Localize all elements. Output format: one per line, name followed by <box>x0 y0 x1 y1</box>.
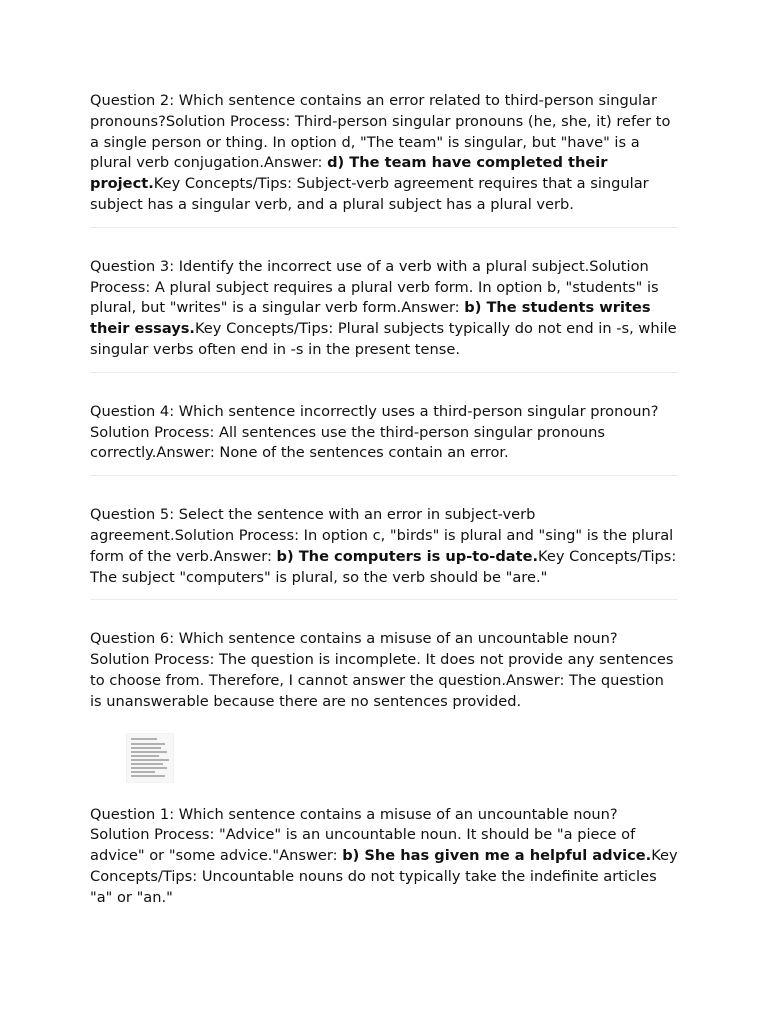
question-4-block <box>90 402 678 464</box>
question-5-text: Question 5: Select the sentence with an error in subject-verb agreement.Solution Process: In option c, "birds" is plural and "sing" is the plural form of the verb.Answer: <box>90 506 674 565</box>
question-3-text: Question 3: Identify the incorrect use of a verb with a plural subject.Solution Process: A plural subject requires a plural verb form. In option b, "students" is plural, but "writes" is a singular verb form.Answer: <box>90 257 659 317</box>
question-2-block <box>90 91 678 216</box>
divider <box>90 599 678 600</box>
question-1-tips: Key Concepts/Tips: Uncountable nouns do not typically take the indefinite articles "a" or "an." <box>90 847 678 906</box>
question-2-answer: d) The team have completed their project. <box>90 154 608 193</box>
question-4-text: Question 4: Which sentence incorrectly uses a third-person singular pronoun? Solution Process: All sentences use the third-person singular pronouns correctly.Answer: None of the sentences contain an error. <box>90 402 659 462</box>
question-5-block <box>90 505 678 588</box>
question-5-answer: b) The computers is up-to-date. <box>276 547 539 565</box>
document-thumbnail[interactable] <box>126 733 174 783</box>
divider <box>90 227 678 228</box>
question-1-text: Question 1: Which sentence contains a misuse of an uncountable noun? Solution Process: "Advice" is an uncountable noun. It should be "a piece of advice" or "some advice."Answer: <box>90 805 636 865</box>
question-1-answer: b) She has given me a helpful advice. <box>342 847 652 865</box>
question-5-tips: Key Concepts/Tips: The subject "computers" is plural, so the verb should be "are." <box>90 547 677 586</box>
question-1-block <box>90 805 678 909</box>
divider <box>90 475 678 476</box>
question-6-text: Question 6: Which sentence contains a misuse of an uncountable noun? Solution Process: The question is incomplete. It does not provide any sentences to choose from. Therefore, I cannot answer the question.Answer: The question is unanswerable because there are no sentences provided. <box>90 630 674 710</box>
question-3-block <box>90 257 678 361</box>
divider <box>90 372 678 373</box>
question-2-text: Question 2: Which sentence contains an error related to third-person singular pronouns?Solution Process: Third-person singular pronouns (he, she, it) refer to a single person or thing. In option d, "The team" is singular, but "have" is a plural verb conjugation.Answer: <box>90 92 671 172</box>
question-3-tips: Key Concepts/Tips: Plural subjects typically do not end in -s, while singular verbs often end in -s in the present tense. <box>90 320 677 358</box>
question-6-block <box>90 629 678 712</box>
document-thumbnail-icon <box>126 733 174 783</box>
question-2-tips: Key Concepts/Tips: Subject-verb agreement requires that a singular subject has a singular verb, and a plural subject has a plural verb. <box>90 175 649 213</box>
question-3-answer: b) The students writes their essays. <box>90 299 651 338</box>
document-body <box>90 91 678 909</box>
